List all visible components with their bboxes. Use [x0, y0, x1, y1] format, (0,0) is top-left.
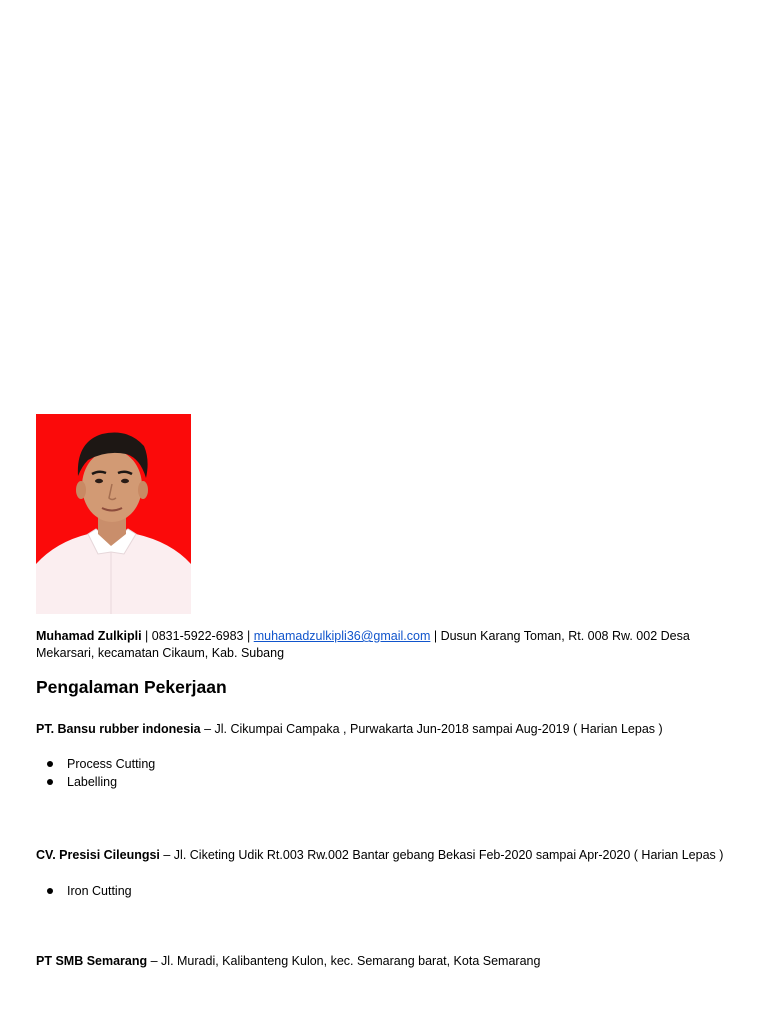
list-item — [36, 773, 155, 791]
task-label: Process Cutting — [67, 757, 156, 771]
separator: | — [141, 629, 152, 643]
profile-photo — [36, 414, 191, 614]
separator: | — [430, 629, 441, 643]
bullet-icon — [47, 779, 53, 785]
job-details: – Jl. Muradi, Kalibanteng Kulon, kec. Semarang barat, Kota Semarang — [147, 954, 541, 968]
company-name: PT. Bansu rubber indonesia — [36, 722, 201, 736]
phone-number: 0831-5922-6983 — [151, 629, 244, 643]
job-entry — [36, 721, 663, 737]
task-label: Iron Cutting — [67, 884, 132, 898]
company-name: PT SMB Semarang — [36, 954, 148, 968]
task-label: Labelling — [67, 775, 118, 789]
job-details: – Jl. Cikumpai Campaka , Purwakarta Jun-2018 sampai Aug-2019 ( Harian Lepas ) — [200, 722, 663, 736]
job-entry — [36, 953, 540, 969]
bullet-icon — [47, 888, 53, 894]
list-item — [36, 755, 155, 773]
email-link[interactable]: muhamadzulkipli36@gmail.com — [253, 629, 431, 643]
list-item — [36, 882, 132, 900]
task-list — [36, 882, 132, 900]
job-entry — [36, 847, 723, 863]
section-title: Pengalaman Pekerjaan — [36, 677, 227, 697]
candidate-name: Muhamad Zulkipli — [36, 629, 142, 643]
bullet-icon — [47, 761, 53, 767]
contact-info — [36, 628, 736, 661]
job-details: – Jl. Ciketing Udik Rt.003 Rw.002 Bantar gebang Bekasi Feb-2020 sampai Apr-2020 ( Harian Lepas ) — [159, 848, 724, 862]
address: Dusun Karang Toman, Rt. 008 Rw. 002 Desa Mekarsari, kecamatan Cikaum, Kab. Subang — [36, 629, 690, 660]
person-portrait-icon — [36, 414, 191, 614]
separator: | — [243, 629, 254, 643]
company-name: CV. Presisi Cileungsi — [36, 848, 160, 862]
task-list — [36, 755, 155, 791]
